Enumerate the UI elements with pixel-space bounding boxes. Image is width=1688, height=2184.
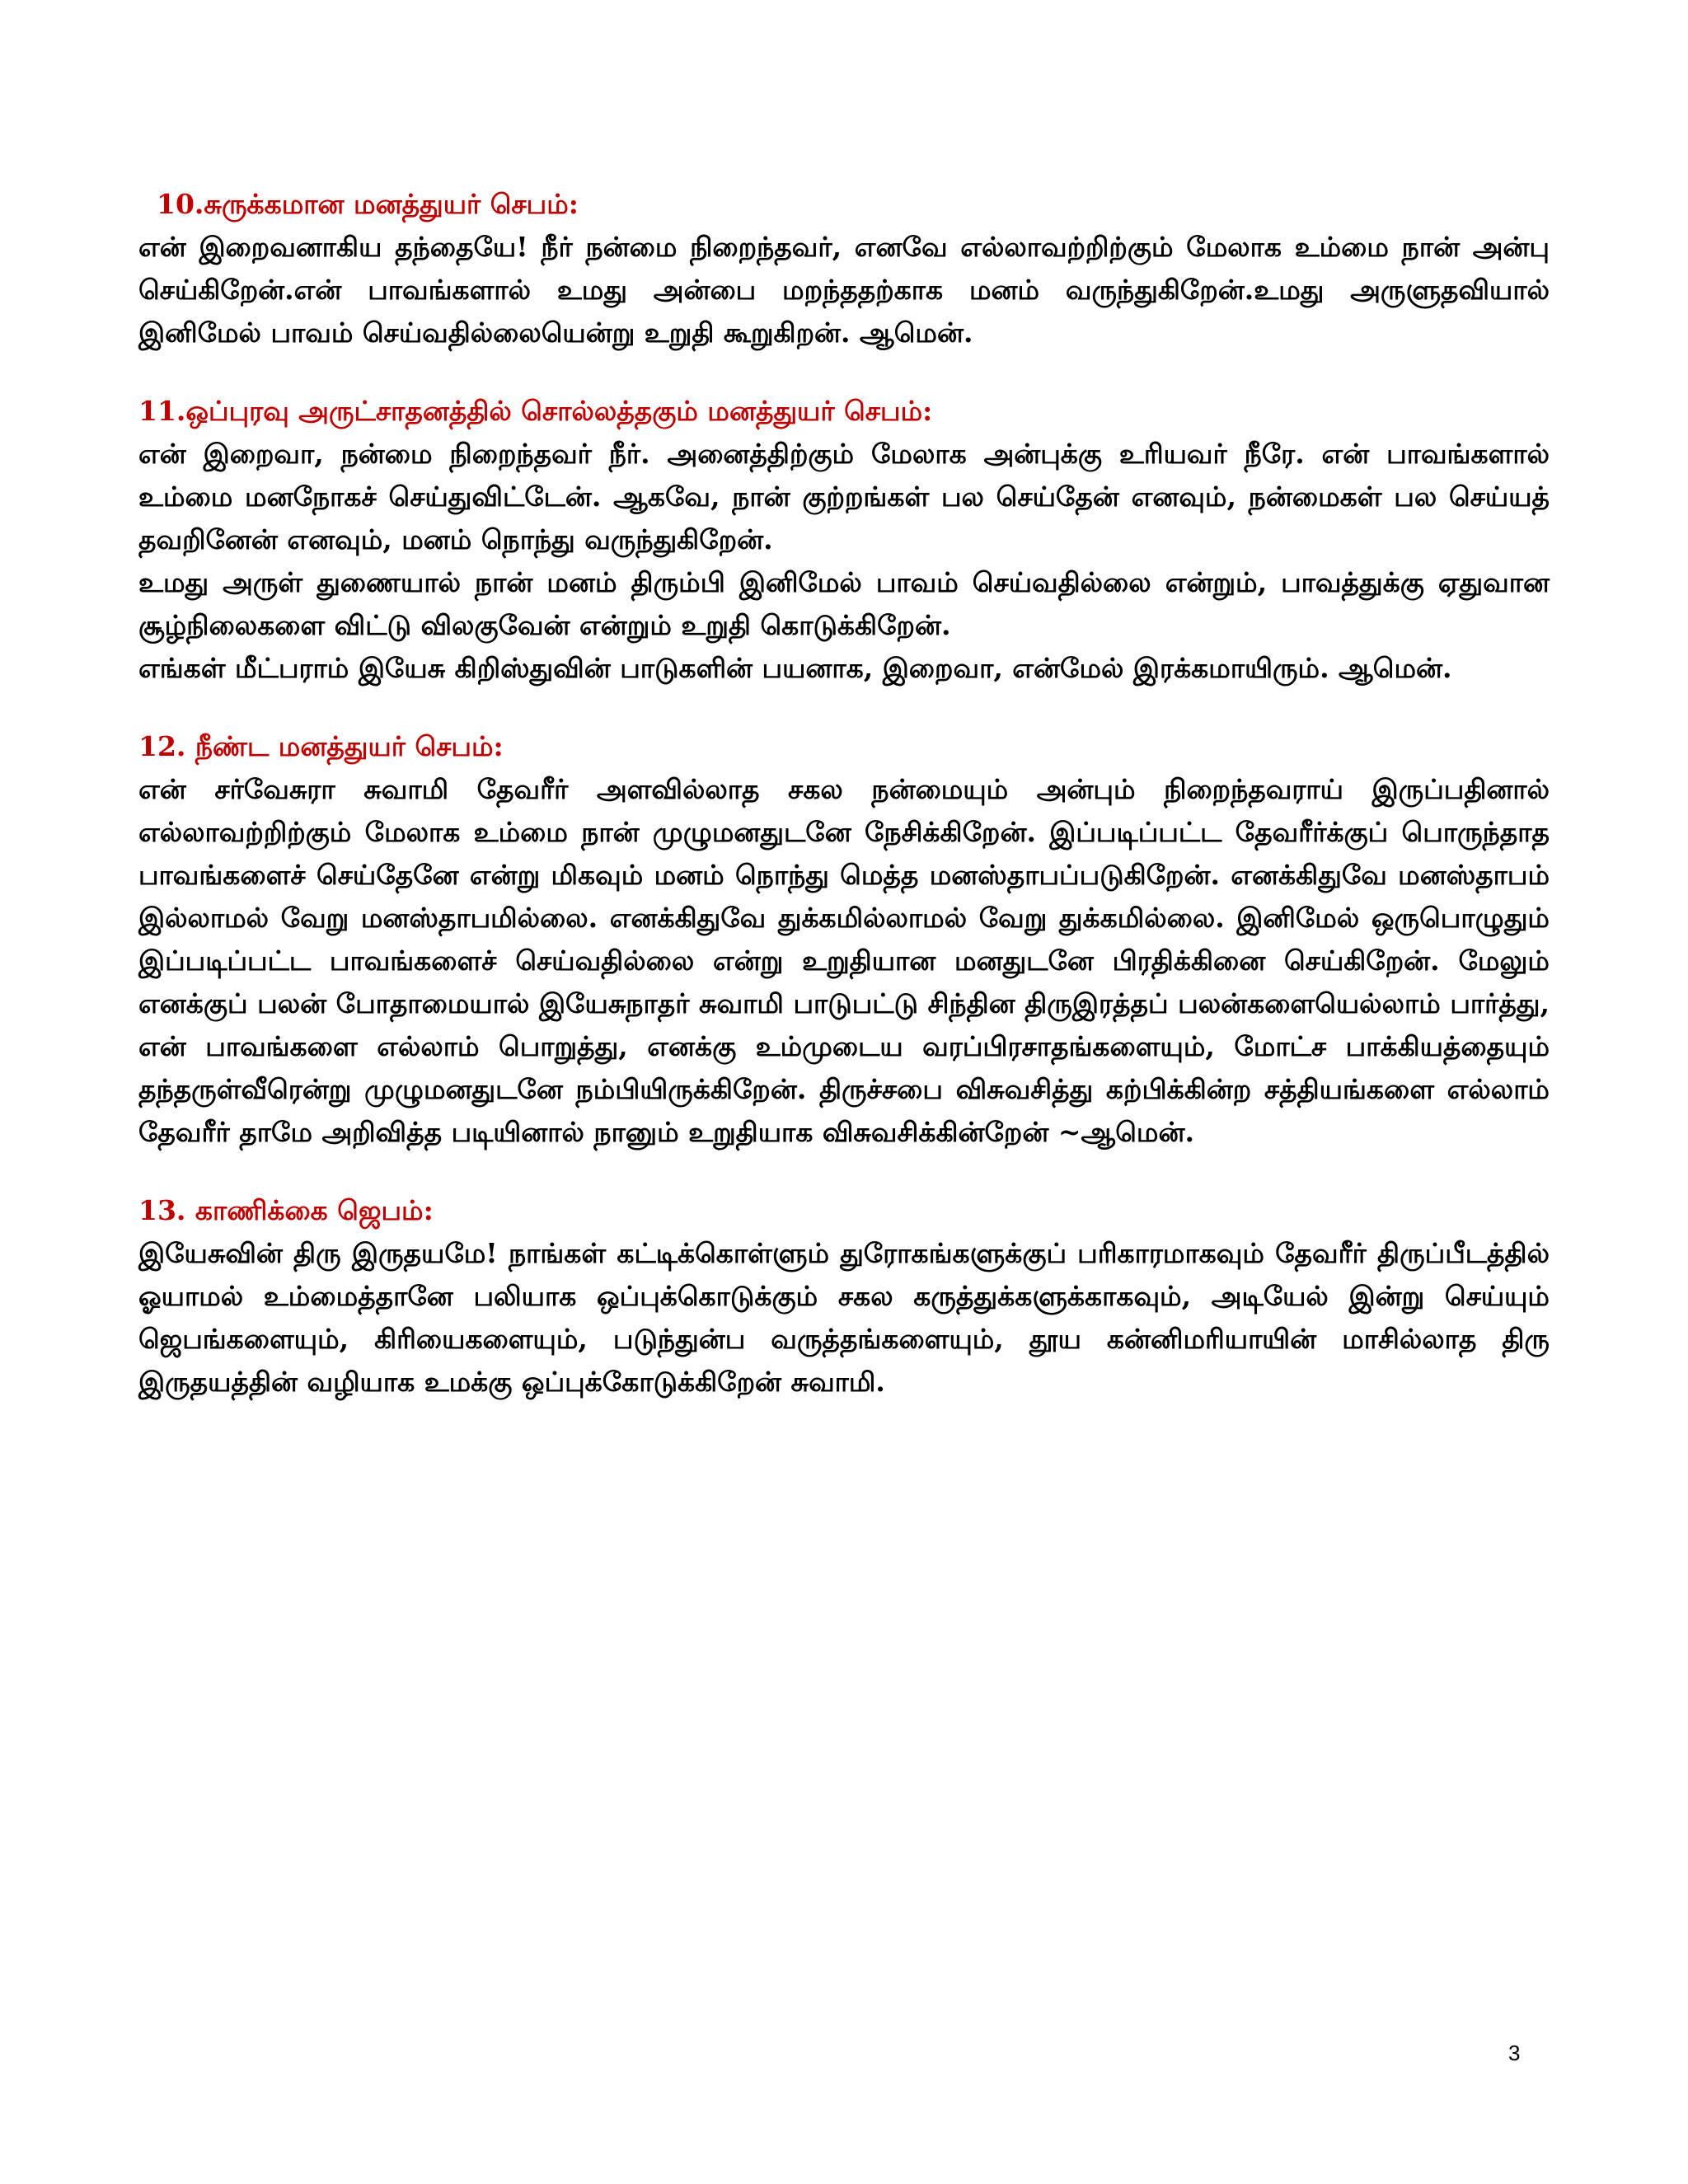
section-heading: 10.சுருக்கமான மனத்துயர் செபம்: — [157, 188, 579, 220]
section-paragraph: என் இறைவா, நன்மை நிறைந்தவர் நீர். அனைத்திற்கும் மேலாக அன்புக்கு உரியவர் நீரே. என் பாவங்களால் உம்மை மனநோகச் செய்துவிட்டேன். ஆகவே, நான் குற்றங்கள் பல செய்தேன் எனவும், நன்மைகள் பல செய்யத் தவறினேன் எனவும், மனம் நொந்து வருந்துகிறேன். — [138, 438, 1550, 555]
section-paragraph: என் சர்வேசுரா சுவாமி தேவரீர் அளவில்லாத சகல நன்மையும் அன்பும் நிறைந்தவராய் இருப்பதினால் எல்லாவற்றிற்கும் மேலாக உம்மை நான் முழுமனதுடனே நேசிக்கிறேன். இப்படிப்பட்ட தேவரீர்க்குப் பொருந்தாத பாவங்களைச் செய்தேனே என்று மிகவும் மனம் நொந்து மெத்த மனஸ்தாபப்படுகிறேன். எனக்கிதுவே மனஸ்தாபம் இல்லாமல் வேறு மனஸ்தாபமில்லை. எனக்கிதுவே துக்கமில்லாமல் வேறு துக்கமில்லை. இனிமேல் ஒருபொழுதும் இப்படிப்பட்ட பாவங்களைச் செய்வதில்லை என்று உறுதியான மனதுடனே பிரதிக்கினை செய்கிறேன். மேலும் எனக்குப் பலன் போதாமையால் இயேசுநாதர் சுவாமி பாடுபட்டு சிந்தின திருஇரத்தப் பலன்களையெல்லாம் பார்த்து, என் பாவங்களை எல்லாம் பொறுத்து, எனக்கு உம்முடைய வரப்பிரசாதங்களையும், மோட்ச பாக்கியத்தையும் தந்தருள்வீரென்று முழுமனதுடனே நம்பியிருக்கிறேன். திருச்சபை விசுவசித்து கற்பிக்கின்ற சத்தியங்களை எல்லாம் தேவரீர் தாமே அறிவித்த படியினால் நானும் உறுதியாக விசுவசிக்கின்றேன் ~ஆமென். — [138, 773, 1550, 1148]
section-heading: 11.ஒப்புரவு அருட்சாதனத்தில் சொல்லத்தகும் மனத்துயர் செபம்: — [138, 395, 933, 427]
page-number: 3 — [1508, 2041, 1521, 2065]
section-heading: 13. காணிக்கை ஜெபம்: — [138, 1194, 434, 1226]
section-offering-prayer — [138, 1189, 1550, 1404]
section-paragraph: உமது அருள் துணையால் நான் மனம் திரும்பி இனிமேல் பாவம் செய்வதில்லை என்றும், பாவத்துக்கு ஏதுவான சூழ்நிலைகளை விட்டு விலகுவேன் என்றும் உறுதி கொடுக்கிறேன். — [138, 566, 1550, 641]
section-paragraph: என் இறைவனாகிய தந்தையே! நீர் நன்மை நிறைந்தவர், எனவே எல்லாவற்றிற்கும் மேலாக உம்மை நான் அன்பு செய்கிறேன்.என் பாவங்களால் உமது அன்பை மறந்ததற்காக மனம் வருந்துகிறேன்.உமது அருளுதவியால் இனிமேல் பாவம் செய்வதில்லையென்று உறுதி கூறுகிறன். ஆமென். — [138, 231, 1550, 349]
document-page — [138, 183, 1550, 1439]
section-short-contrition-prayer — [138, 183, 1550, 354]
section-paragraph: எங்கள் மீட்பராம் இயேசு கிறிஸ்துவின் பாடுகளின் பயனாக, இறைவா, என்மேல் இரக்கமாயிரும். ஆமென். — [138, 652, 1452, 684]
section-heading: 12. நீண்ட மனத்துயர் செபம்: — [138, 730, 504, 762]
section-confession-contrition-prayer — [138, 390, 1550, 690]
section-paragraph: இயேசுவின் திரு இருதயமே! நாங்கள் கட்டிக்கொள்ளும் துரோகங்களுக்குப் பரிகாரமாகவும் தேவரீர் திருப்பீடத்தில் ஓயாமல் உம்மைத்தானே பலியாக ஒப்புக்கொடுக்கும் சகல கருத்துக்களுக்காகவும், அடியேல் இன்று செய்யும் ஜெபங்களையும், கிரியைகளையும், படுந்துன்ப வருத்தங்களையும், தூய கன்னிமரியாயின் மாசில்லாத திரு இருதயத்தின் வழியாக உமக்கு ஒப்புக்கோடுக்கிறேன் சுவாமி. — [138, 1237, 1550, 1398]
section-long-contrition-prayer — [138, 725, 1550, 1154]
